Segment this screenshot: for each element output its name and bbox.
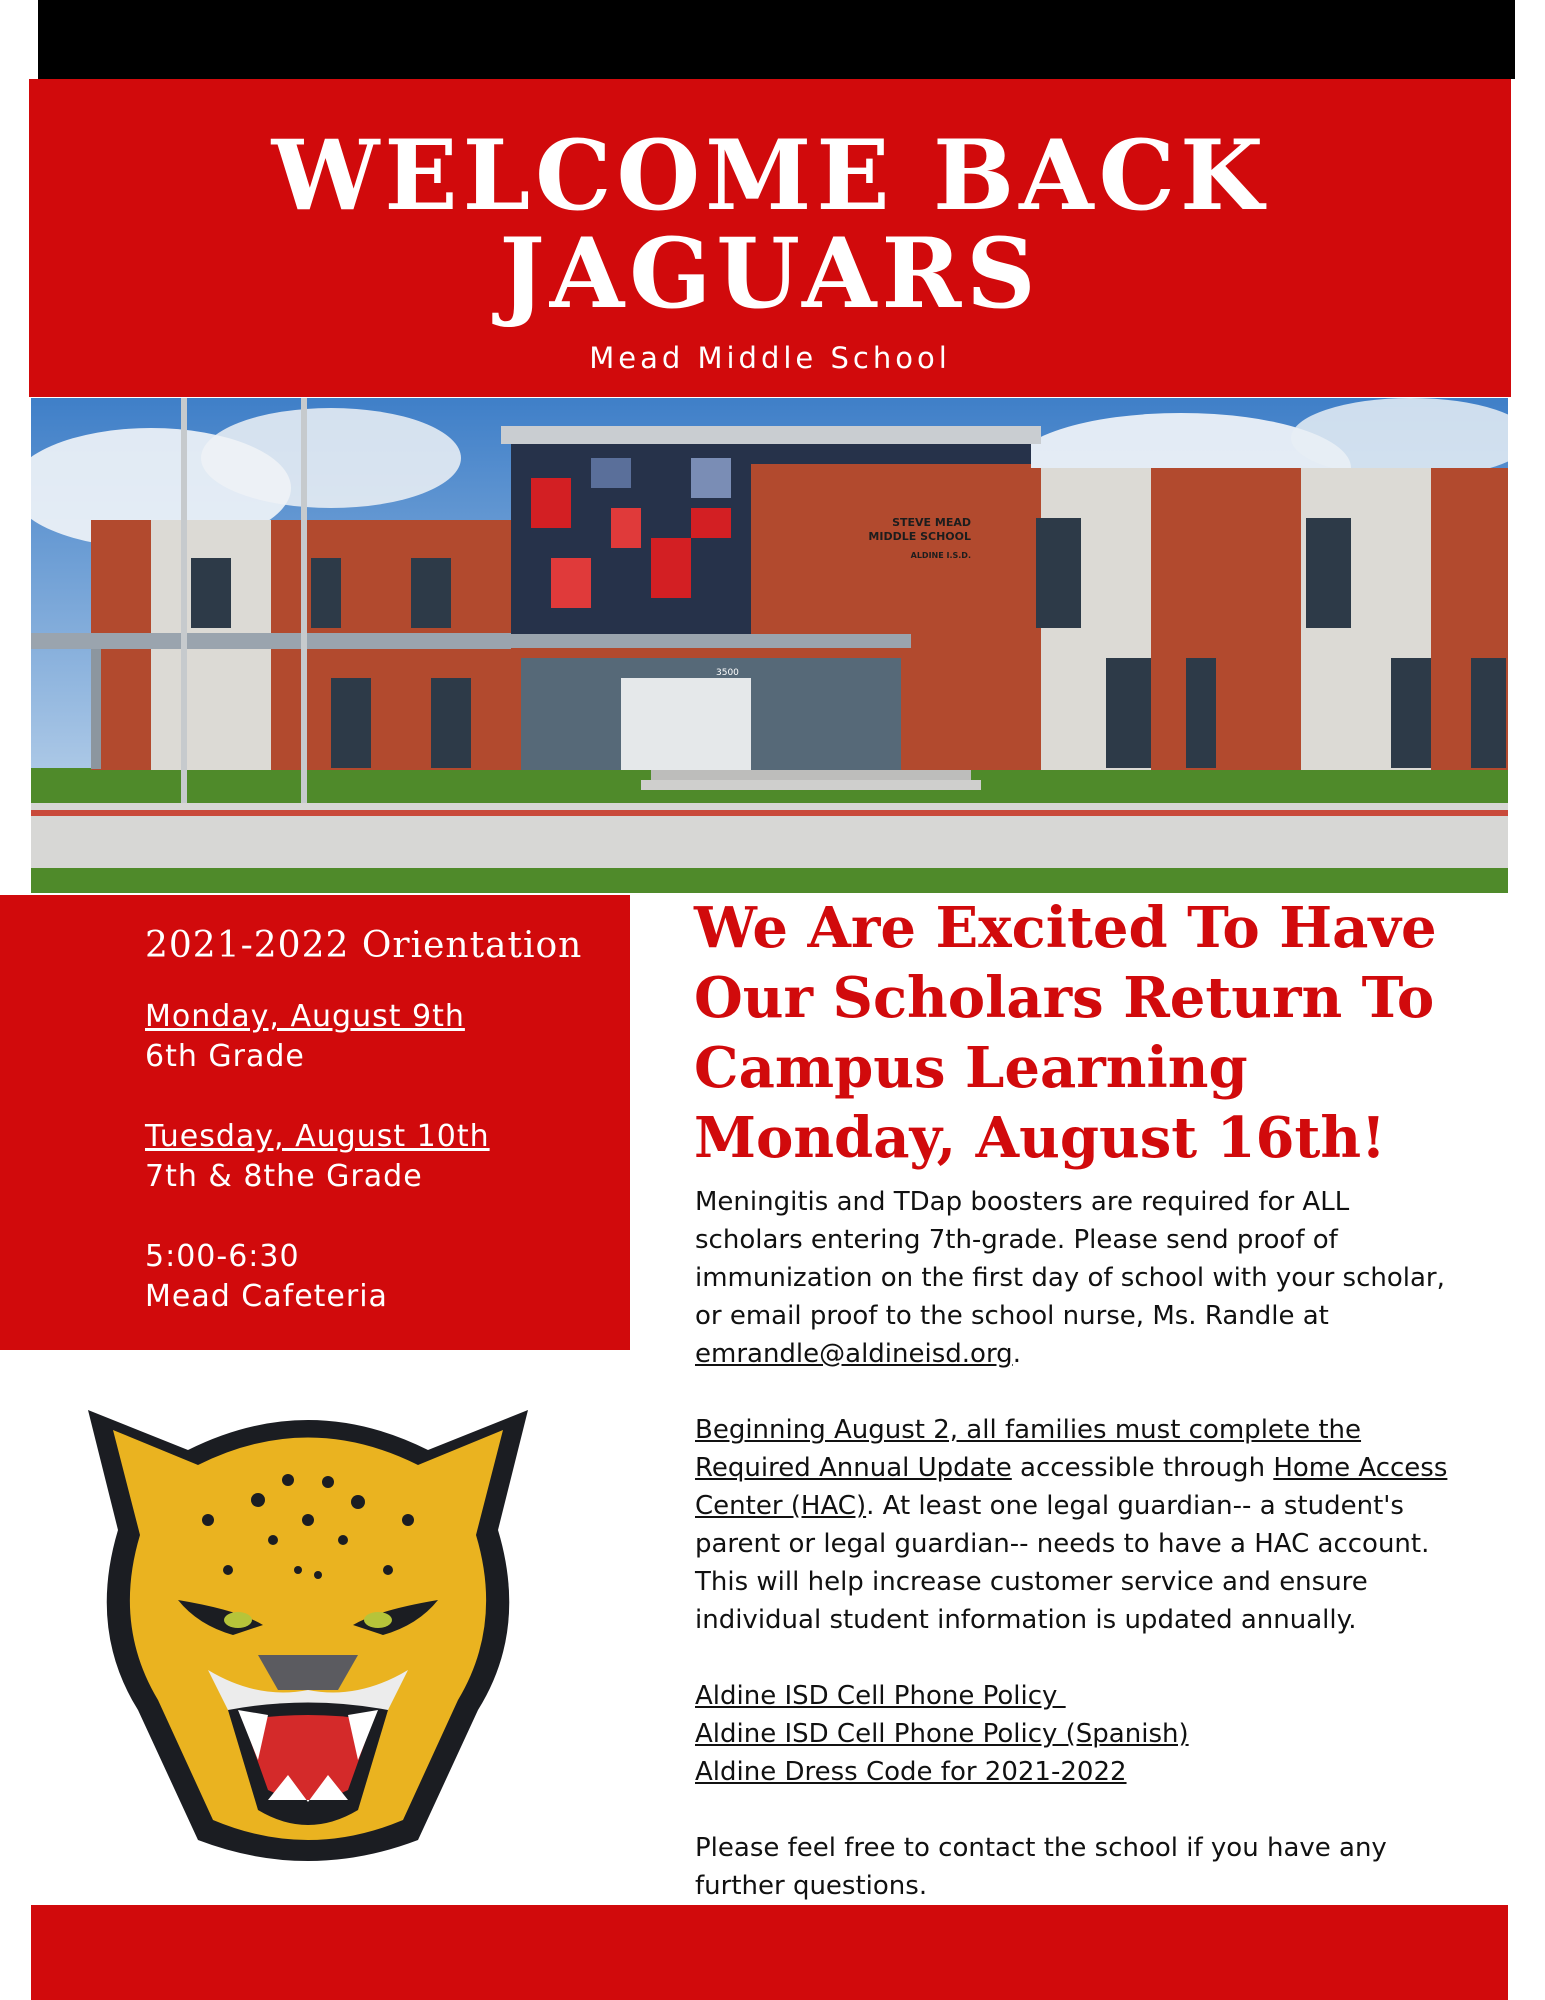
school-building-photo bbox=[31, 398, 1508, 893]
top-black-bar bbox=[38, 0, 1515, 79]
orientation-title: 2021-2022 Orientation bbox=[145, 925, 583, 966]
orientation-day-2-date: Tuesday, August 10th bbox=[145, 1119, 490, 1154]
orientation-day-1 bbox=[145, 997, 465, 1077]
body-text-line: immunization on the first day of school with your scholar, bbox=[695, 1263, 1445, 1293]
school-building-illustration bbox=[31, 398, 1508, 893]
home-access-center-link-continued[interactable]: Center (HAC) bbox=[695, 1491, 867, 1521]
cell-phone-policy-spanish-link[interactable]: Aldine ISD Cell Phone Policy (Spanish) bbox=[695, 1719, 1189, 1749]
title-line-1: WELCOME BACK bbox=[271, 119, 1269, 232]
body-text: accessible through bbox=[1011, 1453, 1274, 1483]
annual-update-paragraph bbox=[695, 1411, 1515, 1639]
building-door-number: 3500 bbox=[716, 668, 739, 678]
orientation-day-1-grade: 6th Grade bbox=[145, 1039, 305, 1074]
body-text-line: Meningitis and TDap boosters are required for ALL bbox=[695, 1187, 1350, 1217]
orientation-place: Mead Cafeteria bbox=[145, 1279, 388, 1314]
headline-line-2: Our Scholars Return To bbox=[694, 965, 1435, 1031]
contact-paragraph bbox=[695, 1829, 1515, 1905]
header-banner bbox=[29, 79, 1511, 397]
headline-line-1: We Are Excited To Have bbox=[694, 895, 1437, 961]
body-text: . At least one legal guardian-- a student's bbox=[866, 1491, 1404, 1521]
body-text-line: individual student information is updated annually. bbox=[695, 1605, 1357, 1635]
body-text-line bbox=[695, 1487, 1515, 1525]
policy-links bbox=[695, 1677, 1515, 1791]
home-access-center-link[interactable]: Home Access bbox=[1273, 1453, 1448, 1483]
orientation-day-2 bbox=[145, 1117, 490, 1197]
building-sign-line-1: STEVE MEAD bbox=[892, 516, 971, 529]
body-text-line: Please feel free to contact the school if you have any bbox=[695, 1833, 1387, 1863]
body-text: . bbox=[1012, 1339, 1021, 1369]
annual-update-link[interactable]: Required Annual Update bbox=[695, 1453, 1012, 1483]
body-text-line: or email proof to the school nurse, Ms. Randle at bbox=[695, 1301, 1329, 1331]
footer-bar bbox=[31, 1905, 1508, 2000]
body-text-line: This will help increase customer service and ensure bbox=[695, 1567, 1368, 1597]
orientation-day-1-date: Monday, August 9th bbox=[145, 999, 465, 1034]
school-name: Mead Middle School bbox=[589, 341, 951, 375]
dress-code-link[interactable]: Aldine Dress Code for 2021-2022 bbox=[695, 1757, 1127, 1787]
headline-line-4: Monday, August 16th! bbox=[694, 1105, 1386, 1171]
orientation-time-place bbox=[145, 1237, 388, 1317]
orientation-time: 5:00-6:30 bbox=[145, 1239, 300, 1274]
headline-line-3: Campus Learning bbox=[694, 1035, 1248, 1101]
cell-phone-policy-link[interactable]: Aldine ISD Cell Phone Policy bbox=[695, 1681, 1066, 1711]
orientation-day-2-grade: 7th & 8the Grade bbox=[145, 1159, 423, 1194]
page-title bbox=[29, 119, 1511, 330]
jaguar-mascot-image bbox=[58, 1370, 558, 1882]
body-text-line bbox=[695, 1449, 1515, 1487]
nurse-email-link[interactable]: emrandle@aldineisd.org bbox=[695, 1339, 1013, 1369]
orientation-panel bbox=[0, 895, 630, 1350]
main-headline bbox=[694, 893, 1494, 1173]
email-line bbox=[695, 1335, 1515, 1373]
building-sign-line-3: ALDINE I.S.D. bbox=[910, 551, 971, 560]
immunization-paragraph bbox=[695, 1183, 1515, 1373]
jaguar-logo bbox=[58, 1370, 558, 1882]
body-text-line: further questions. bbox=[695, 1871, 928, 1901]
building-sign-line-2: MIDDLE SCHOOL bbox=[868, 530, 971, 543]
annual-update-link-line[interactable]: Beginning August 2, all families must complete the bbox=[695, 1415, 1362, 1445]
body-text-line: parent or legal guardian-- needs to have a HAC account. bbox=[695, 1529, 1430, 1559]
title-line-2: JAGUARS bbox=[499, 217, 1041, 330]
body-text-line: scholars entering 7th-grade. Please send proof of bbox=[695, 1225, 1338, 1255]
